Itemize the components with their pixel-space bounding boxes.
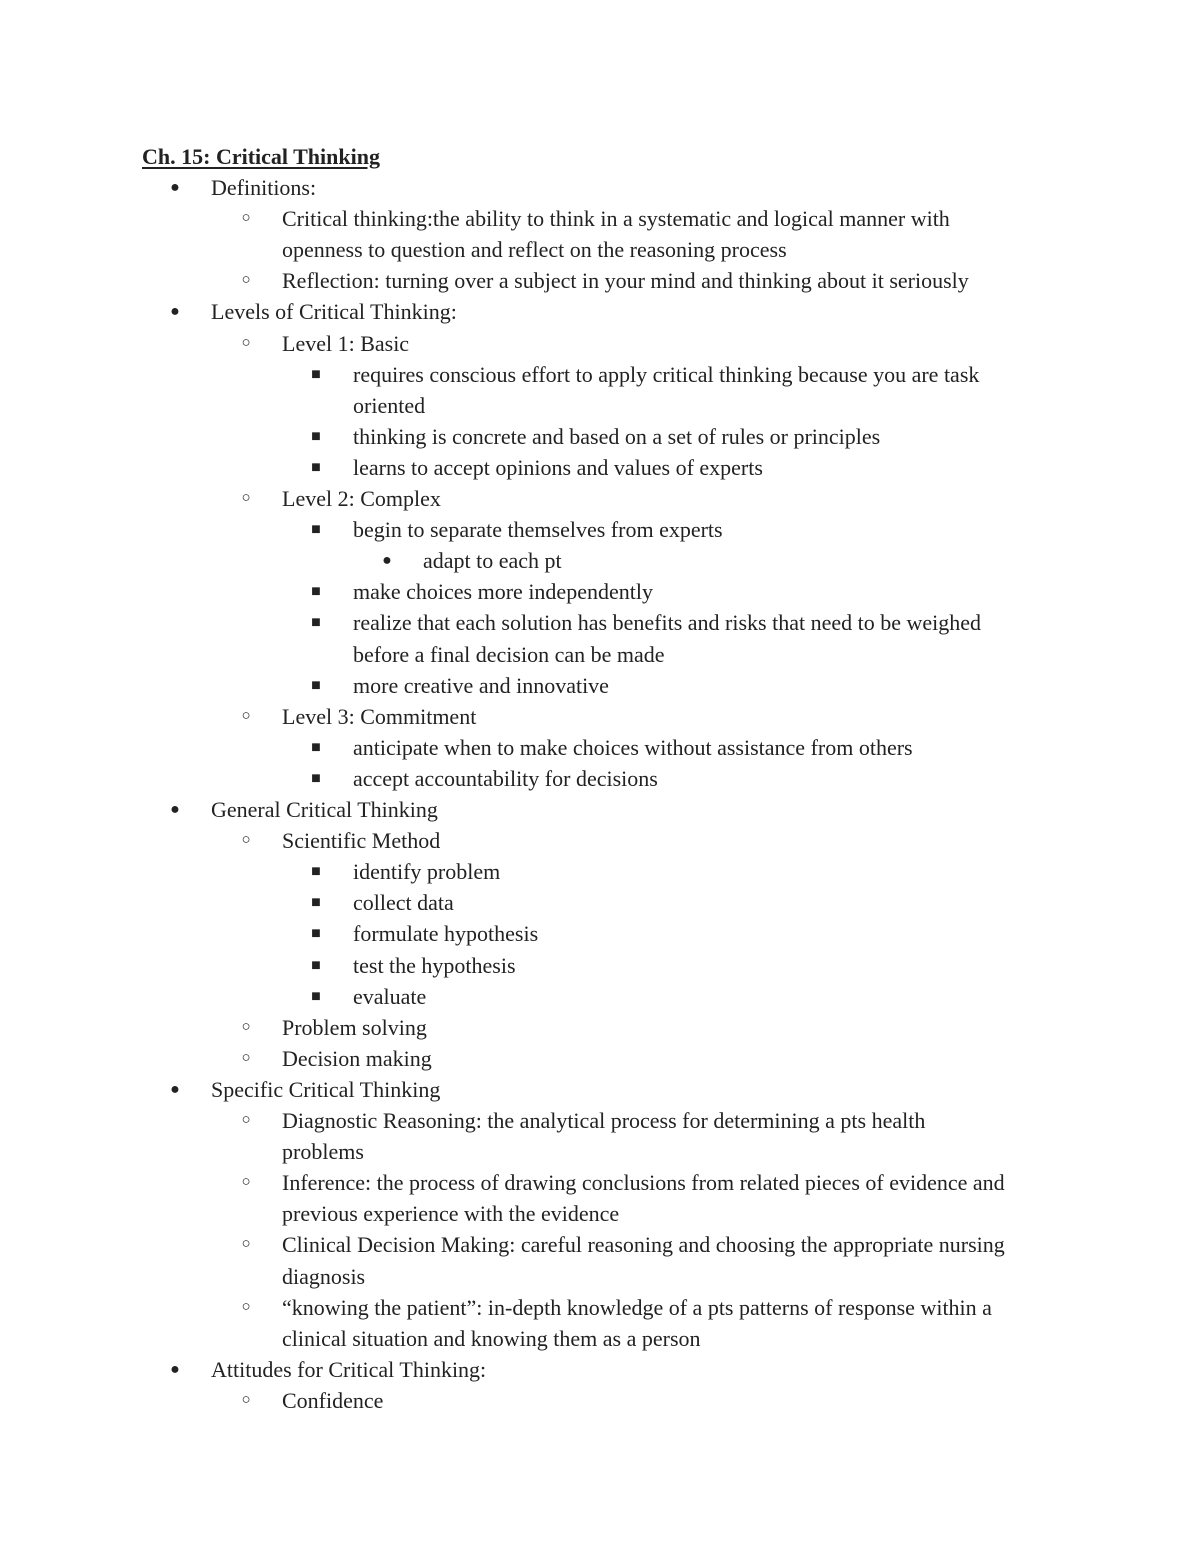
list-item: Diagnostic Reasoning: the analytical process for determining a pts health — [282, 1108, 926, 1133]
bullet-circle-icon: ○ — [241, 272, 251, 289]
bullet-disc-icon: ● — [170, 1080, 180, 1098]
list-item: formulate hypothesis — [353, 921, 539, 947]
bullet-disc-icon: ● — [170, 1360, 180, 1378]
list-item-continuation: openness to question and reflect on the reasoning process — [282, 237, 787, 263]
list-item: adapt to each pt — [423, 548, 562, 574]
list-item: more creative and innovative — [353, 672, 609, 698]
bullet-circle-icon: ○ — [241, 210, 251, 227]
bullet-disc-icon: ● — [170, 303, 180, 321]
list-item: Reflection: turning over a subject in your mind and thinking about it seriously — [282, 268, 969, 294]
bullet-square-icon: ■ — [311, 863, 321, 881]
list-item: begin to separate themselves from experts — [353, 517, 723, 543]
list-item: Inference: the process of drawing conclusions from related pieces of evidence and — [282, 1170, 1005, 1196]
bullet-square-icon: ■ — [311, 894, 321, 912]
list-item: Scientific Method — [282, 828, 441, 854]
list-item: test the hypothesis — [353, 952, 516, 978]
bullet-square-icon: ■ — [311, 521, 321, 539]
list-item: Attitudes for Critical Thinking: — [211, 1356, 487, 1382]
bullet-square-icon: ■ — [311, 427, 321, 445]
list-item-continuation: diagnosis — [282, 1263, 366, 1289]
bullet-circle-icon: ○ — [241, 832, 251, 849]
bullet-circle-icon: ○ — [241, 1236, 251, 1253]
bullet-circle-icon: ○ — [241, 1112, 251, 1128]
list-item-continuation: problems — [282, 1139, 364, 1165]
list-item: Confidence — [282, 1387, 384, 1413]
list-item-continuation: previous experience with the evidence — [282, 1201, 620, 1227]
list-item: Clinical Decision Making: careful reasoning and choosing the appropriate nursing — [282, 1232, 1005, 1258]
list-item-continuation: oriented — [353, 392, 426, 418]
bullet-square-icon: ■ — [311, 614, 321, 632]
list-item: anticipate when to make choices without assistance from others — [353, 734, 913, 760]
chapter-title: Ch. 15: Critical Thinking — [142, 144, 380, 169]
bullet-square-icon: ■ — [311, 583, 321, 601]
list-item: identify problem — [353, 859, 501, 885]
bullet-circle-icon: ○ — [241, 1049, 251, 1066]
list-item: learns to accept opinions and values of experts — [353, 454, 763, 480]
list-item: Specific Critical Thinking — [211, 1076, 441, 1102]
bullet-disc-icon: ● — [170, 179, 180, 196]
list-item: Problem solving — [282, 1014, 427, 1040]
bullet-disc-icon: ● — [170, 801, 180, 818]
list-item: Level 2: Complex — [282, 486, 441, 511]
bullet-square-icon: ■ — [311, 458, 321, 476]
list-item: Levels of Critical Thinking: — [211, 299, 457, 325]
bullet-circle-icon: ○ — [241, 1018, 251, 1035]
list-item: Critical thinking:the ability to think in a systematic and logical manner with — [282, 206, 950, 232]
bullet-circle-icon: ○ — [241, 334, 251, 351]
bullet-square-icon: ■ — [311, 987, 321, 1005]
list-item-continuation: clinical situation and knowing them as a person — [282, 1325, 701, 1351]
list-item: thinking is concrete and based on a set of rules or principles — [353, 423, 881, 449]
list-item: Decision making — [282, 1045, 432, 1071]
bullet-square-icon: ■ — [311, 769, 321, 787]
list-item: Level 3: Commitment — [282, 703, 477, 729]
list-item: Level 1: Basic — [282, 330, 410, 356]
list-item: realize that each solution has benefits and risks that need to be weighed — [353, 610, 982, 636]
bullet-circle-icon: ○ — [241, 1174, 251, 1191]
bullet-square-icon: ■ — [311, 925, 321, 943]
list-item: collect data — [353, 890, 454, 916]
list-item: “knowing the patient”: in-depth knowledge of a pts patterns of response within a — [282, 1294, 992, 1320]
list-item-continuation: before a final decision can be made — [353, 641, 665, 667]
list-item: evaluate — [353, 983, 427, 1009]
bullet-circle-icon: ○ — [241, 490, 251, 506]
list-item: Definitions: — [211, 175, 317, 200]
bullet-square-icon: ■ — [311, 738, 321, 756]
bullet-square-icon: ■ — [311, 365, 321, 383]
bullet-disc-icon: ● — [382, 552, 392, 570]
bullet-circle-icon: ○ — [241, 1298, 251, 1315]
list-item: General Critical Thinking — [211, 797, 438, 822]
list-item: make choices more independently — [353, 579, 653, 605]
list-item: accept accountability for decisions — [353, 765, 658, 791]
bullet-square-icon: ■ — [311, 676, 321, 694]
bullet-circle-icon: ○ — [241, 707, 251, 724]
bullet-square-icon: ■ — [311, 956, 321, 974]
bullet-circle-icon: ○ — [241, 1391, 251, 1408]
list-item: requires conscious effort to apply critical thinking because you are task — [353, 361, 980, 387]
